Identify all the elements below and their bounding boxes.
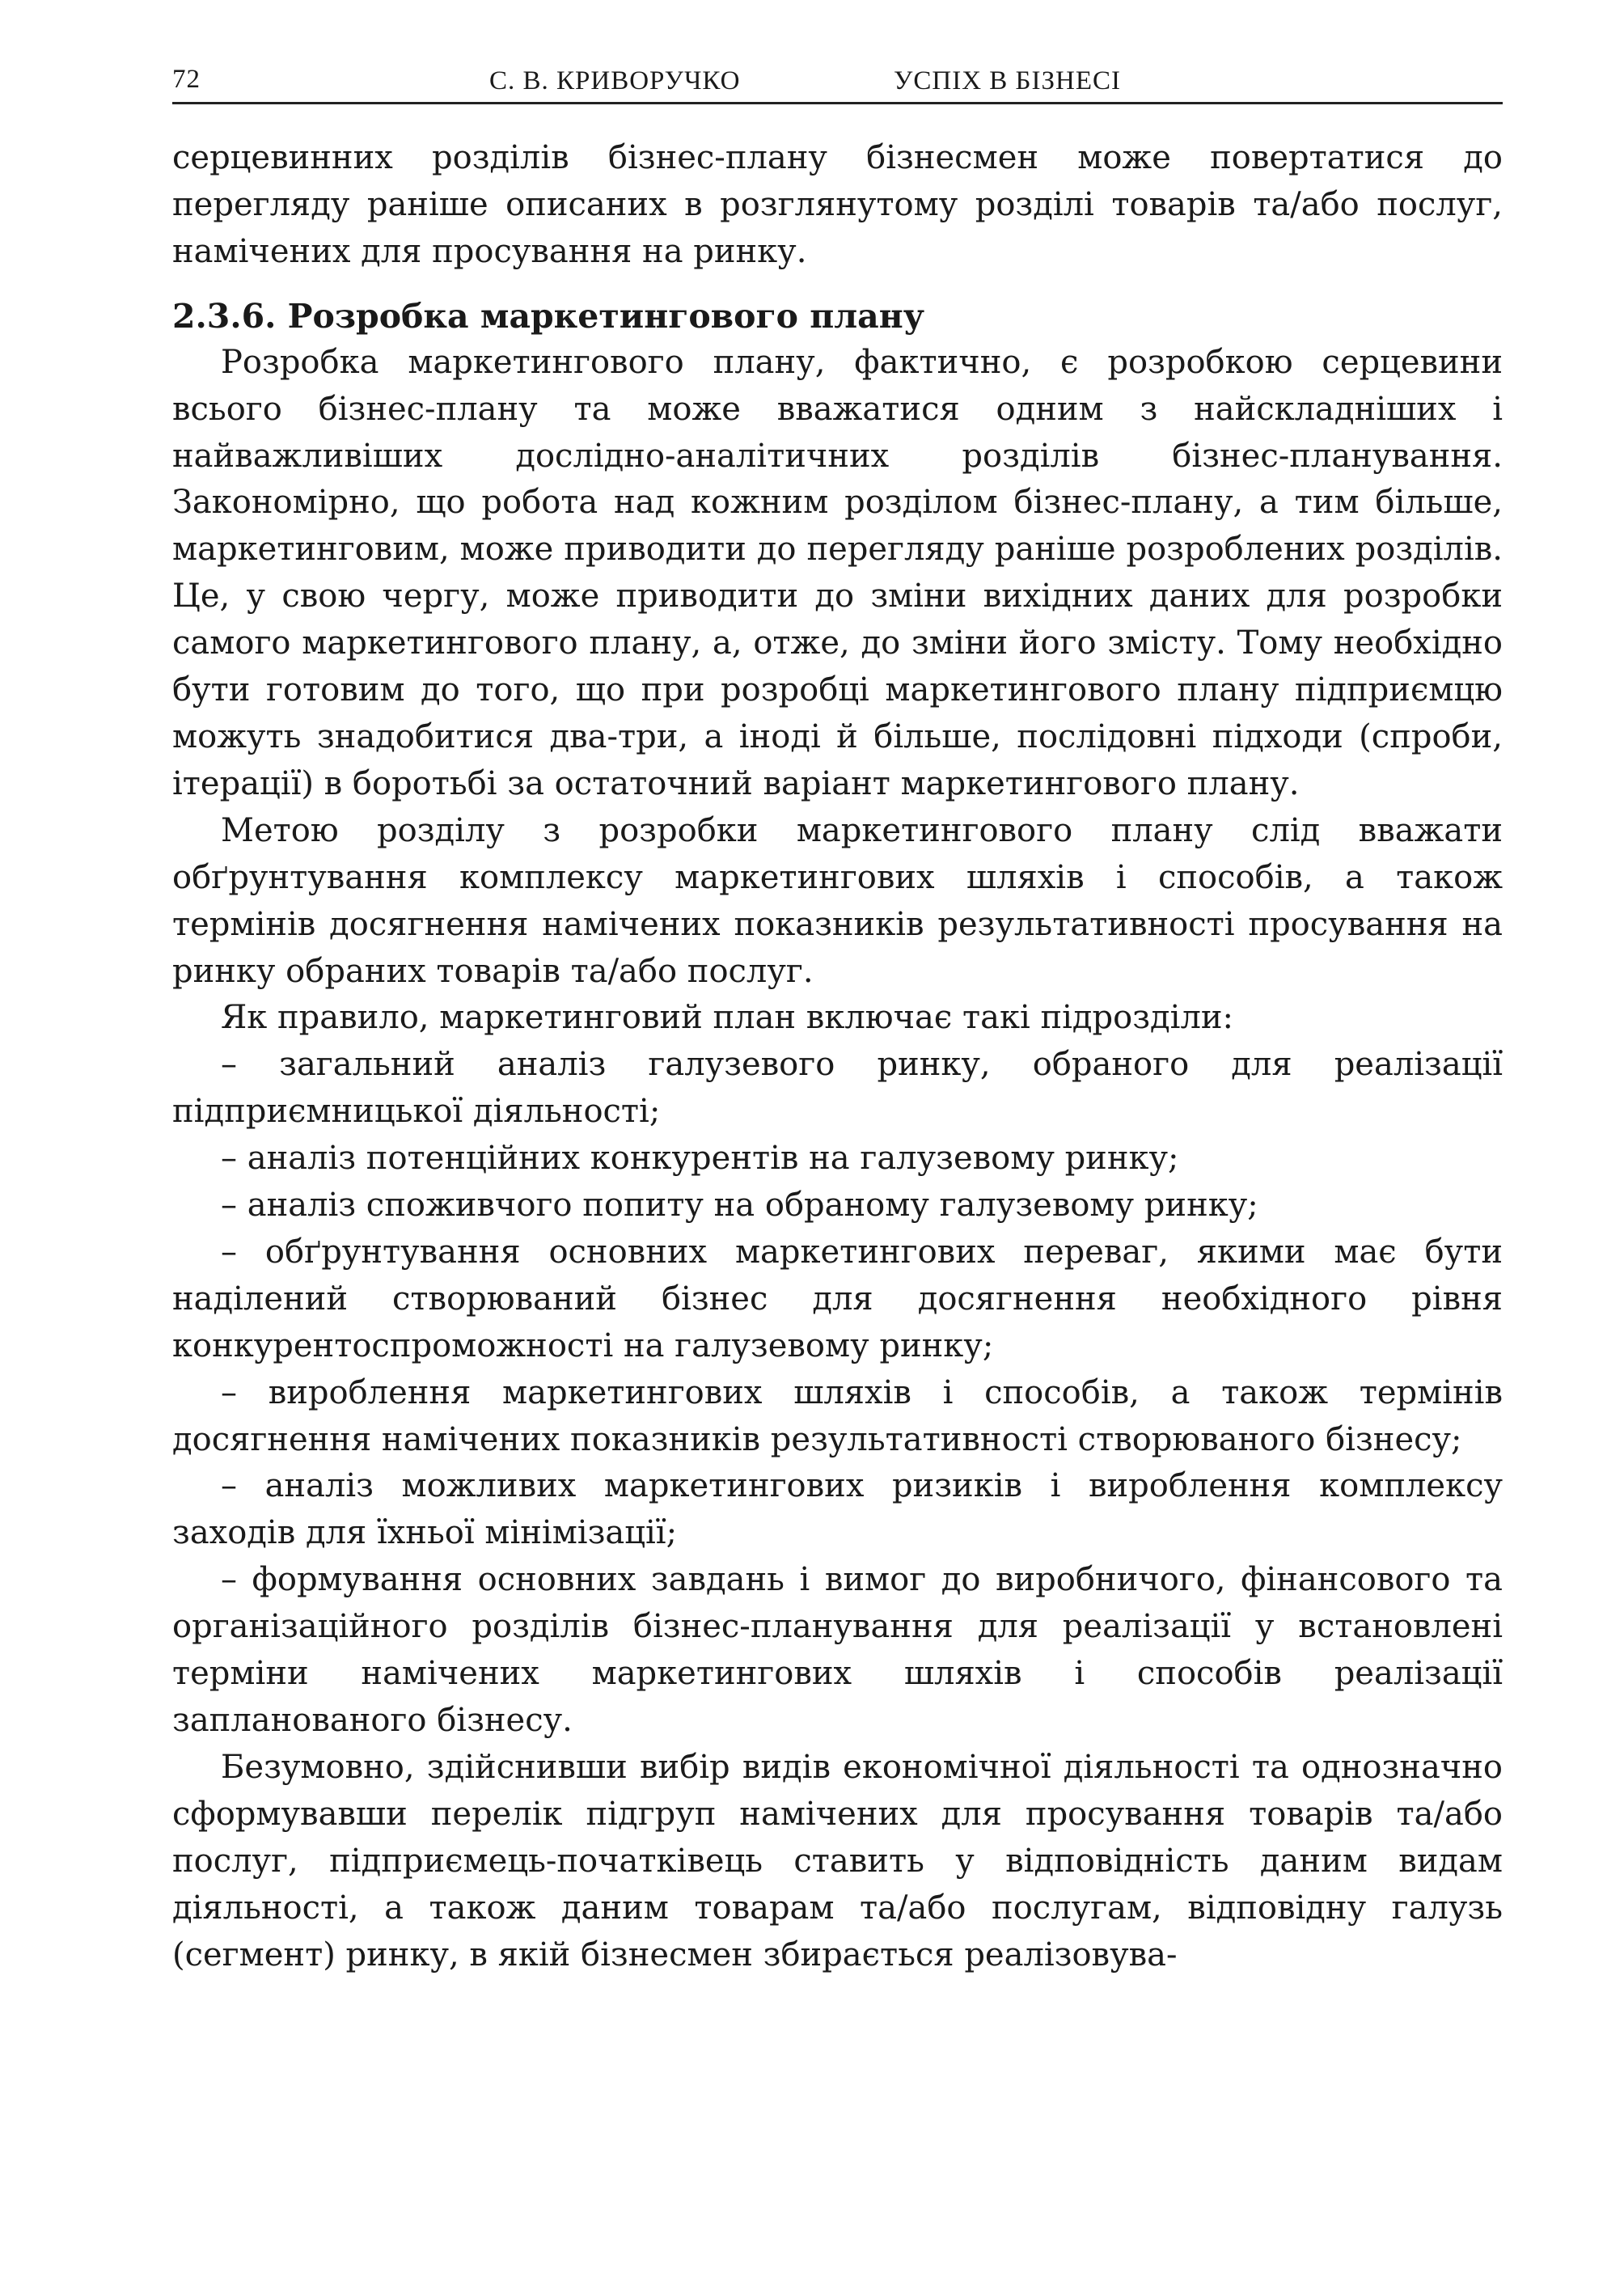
list-item: – обґрунтування основних маркетингових переваг, якими має бути наділений створюваний бізнес для досягнення необхідного рівня конкурентоспроможності на галузевому ринку;	[172, 1233, 1503, 1364]
author-name: С. В. КРИВОРУЧКО	[489, 66, 741, 95]
subsection-list	[172, 1042, 1503, 1745]
body-paragraph: Розробка маркетингового плану, фактично, є розробкою серцевини всього бізнес-плану та може вважатися одним з найскладніших і найважливіших дослідно-аналітичних розділів бізнес-планування. Закономірно, що робота над кожним розділом бізнес-плану, а тим більше, маркетинговим, може приводити до перегляду раніше розроблених розділів. Це, у свою чергу, може приводити до зміни вихідних даних для розробки самого маркетингового плану, а, отже, до зміни його змісту. Тому необхідно бути готовим до того, що при розробці маркетингового плану підприємцю можуть знадобитися два-три, а іноді й більше, послідовні підходи (спроби, ітерації) в боротьбі за остаточний варіант маркетингового плану.	[172, 343, 1503, 802]
book-page	[172, 57, 1503, 1978]
body-paragraph: Метою розділу з розробки маркетингового плану слід вважати обґрунтування комплексу маркетингових шляхів і способів, а також термінів досягнення намічених показників результативності просування на ринку обраних товарів та/або послуг.	[172, 811, 1503, 990]
closing-paragraph: Безумовно, здійснивши вибір видів економічної діяльності та однозначно сформувавши перелік підгруп намічених для просування товарів та/або послуг, підприємець-початківець ставить у відповідність даним видам діяльності, а також даним товарам та/або послугам, відповідну галузь (сегмент) ринку, в якій бізнесмен збирається реалізовува-	[172, 1748, 1503, 1974]
section-heading: 2.3.6. Розробка маркетингового плану	[172, 296, 924, 336]
list-item: – аналіз споживчого попиту на обраному галузевому ринку;	[221, 1187, 1258, 1225]
body-paragraph: Як правило, маркетинговий план включає такі підрозділи:	[221, 999, 1234, 1037]
list-item: – вироблення маркетингових шляхів і способів, а також термінів досягнення намічених показників результативності створюваного бізнесу;	[172, 1373, 1503, 1458]
book-title: УСПІХ В БІЗНЕСІ	[894, 66, 1121, 95]
continuation-paragraph: серцевинних розділів бізнес-плану бізнесмен може повертатися до перегляду раніше описаних в розглянутому розділі товарів та/або послуг, намічених для просування на ринку.	[172, 139, 1503, 270]
list-item: – формування основних завдань і вимог до виробничого, фінансового та організаційного розділів бізнес-планування для реалізації у встановлені терміни намічених маркетингових шляхів і способів реалізації запланованого бізнесу.	[172, 1561, 1503, 1739]
page-number: 72	[172, 65, 201, 94]
list-item: – загальний аналіз галузевого ринку, обраного для реалізації підприємницької діяльності;	[172, 1046, 1503, 1131]
page-body	[172, 135, 1503, 1978]
running-header	[172, 57, 1503, 104]
list-item: – аналіз можливих маркетингових ризиків і вироблення комплексу заходів для їхньої мінімізації;	[172, 1467, 1503, 1552]
list-item: – аналіз потенційних конкурентів на галузевому ринку;	[221, 1140, 1179, 1178]
